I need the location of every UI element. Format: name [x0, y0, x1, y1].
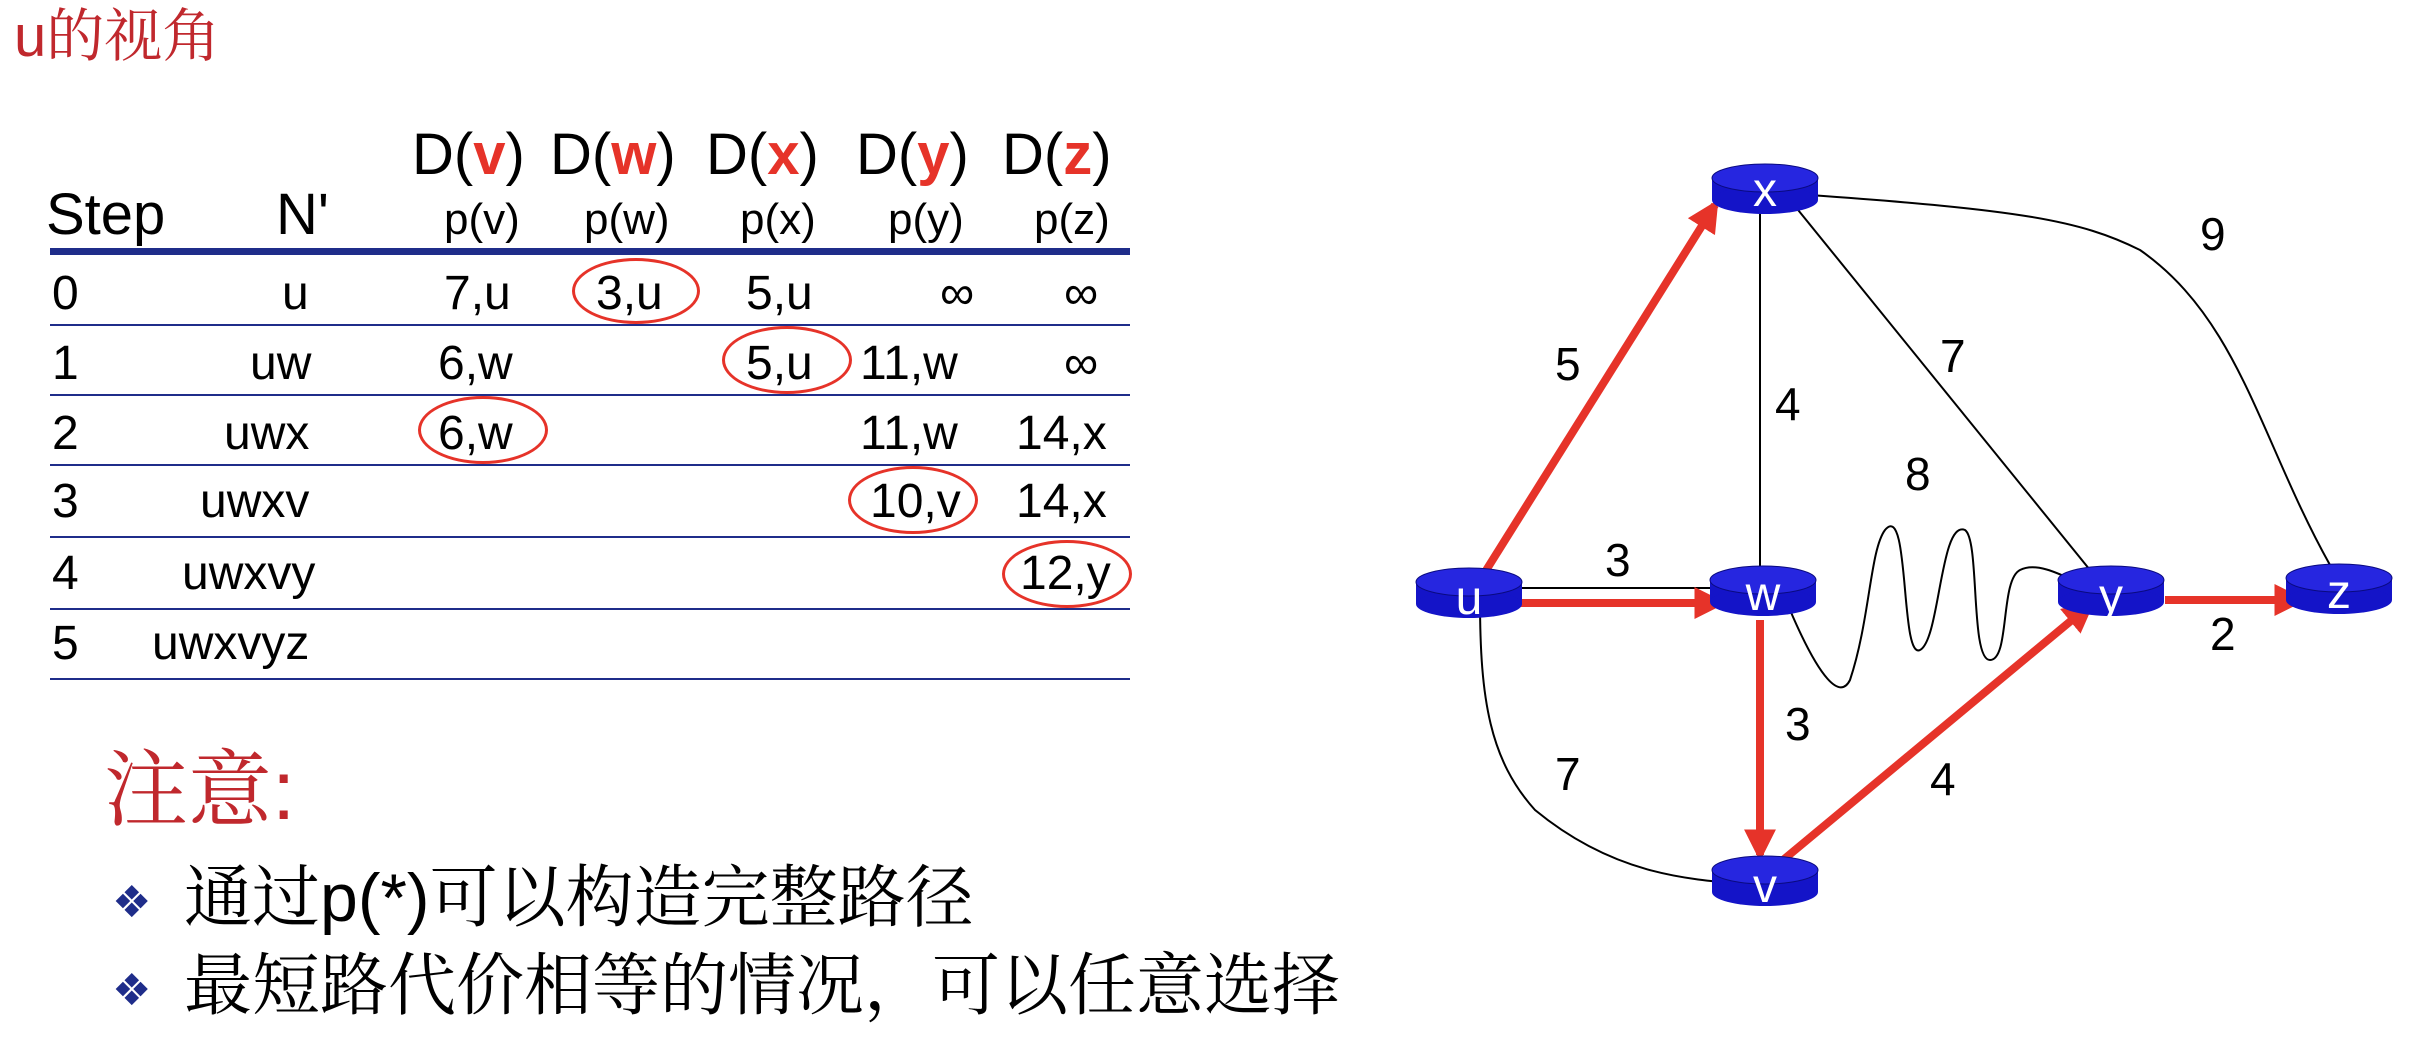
header-pz: p(z)	[1034, 195, 1110, 244]
notes-heading: 注意:	[104, 743, 296, 837]
weight-x-y: 7	[1940, 330, 1966, 382]
node-w	[1710, 566, 1816, 621]
row-divider	[50, 608, 1130, 610]
row1-dx: 5,u	[746, 337, 813, 390]
edge-w-y-wavy	[1790, 526, 2095, 687]
selected-ring-row0	[572, 258, 700, 324]
header-pv: p(v)	[444, 195, 520, 244]
header-dx: D(x)	[706, 122, 819, 187]
row3-step: 3	[52, 475, 79, 528]
header-nprime: N'	[276, 182, 329, 247]
row5-step: 5	[52, 617, 79, 670]
node-x	[1712, 164, 1818, 217]
row0-nprime: u	[282, 267, 309, 320]
row-divider	[50, 536, 1130, 538]
row3-nprime: uwxv	[200, 475, 310, 528]
weight-u-w: 3	[1605, 534, 1631, 586]
weight-x-z: 9	[2200, 208, 2226, 260]
header-dy: D(y)	[856, 122, 969, 187]
note-item: ❖ 通过p(*)可以构造完整路径	[112, 860, 974, 936]
selected-ring-row4	[1002, 540, 1132, 608]
weight-u-v: 7	[1555, 748, 1581, 800]
row4-step: 4	[52, 547, 79, 600]
row0-dv: 7,u	[444, 267, 511, 320]
svg-text:u: u	[1455, 572, 1483, 625]
header-px: p(x)	[740, 195, 816, 244]
page-title: u的视角	[14, 4, 221, 69]
tree-edge-u-x	[1480, 205, 1715, 580]
row-divider	[50, 324, 1130, 326]
weight-w-v: 3	[1785, 698, 1811, 750]
svg-text:v: v	[1753, 860, 1777, 913]
diamond-bullet-icon: ❖	[112, 966, 152, 1016]
row4-dz: 12,y	[1020, 547, 1111, 600]
svg-text:z: z	[2327, 566, 2351, 619]
svg-text:w: w	[1745, 568, 1781, 621]
selected-ring-row2	[418, 396, 548, 464]
header-divider	[50, 248, 1130, 255]
row-divider	[50, 394, 1130, 396]
row-divider	[50, 678, 1130, 680]
edge-u-v	[1480, 600, 1760, 885]
weight-x-w: 4	[1775, 378, 1801, 430]
header-dv: D(v)	[412, 122, 525, 187]
row0-step: 0	[52, 267, 79, 320]
diamond-bullet-icon: ❖	[112, 878, 152, 928]
node-v	[1712, 856, 1818, 913]
header-dw: D(w)	[550, 122, 676, 187]
svg-text:y: y	[2099, 570, 2123, 623]
row2-dv: 6,w	[438, 407, 513, 460]
row1-nprime: uw	[250, 337, 312, 390]
row0-dx: 5,u	[746, 267, 813, 320]
row0-dy: ∞	[940, 267, 975, 320]
row2-dz: 14,x	[1016, 407, 1107, 460]
row5-nprime: uwxvyz	[152, 617, 310, 670]
row1-step: 1	[52, 337, 79, 390]
row3-dz: 14,x	[1016, 475, 1107, 528]
note-item: ❖ 最短路代价相等的情况，可以任意选择	[112, 948, 1341, 1024]
header-step: Step	[46, 182, 166, 247]
header-pw: p(w)	[584, 195, 670, 244]
weight-y-z: 2	[2210, 608, 2236, 660]
row2-dy: 11,w	[860, 407, 958, 460]
edge-x-z	[1810, 195, 2330, 565]
row1-dy: 11,w	[860, 337, 958, 390]
row1-dz: ∞	[1064, 337, 1099, 390]
dijkstra-table	[0, 0, 1160, 700]
svg-text:x: x	[1753, 164, 1777, 217]
selected-ring-row3	[848, 466, 978, 534]
row4-nprime: uwxvy	[182, 547, 316, 600]
row0-dw: 3,u	[596, 267, 663, 320]
row3-dy: 10,v	[870, 475, 961, 528]
edge-x-y	[1790, 200, 2090, 570]
row0-dz: ∞	[1064, 267, 1099, 320]
weight-u-x: 5	[1555, 338, 1581, 390]
row2-nprime: uwx	[224, 407, 310, 460]
selected-ring-row1	[722, 326, 852, 394]
network-graph	[1380, 140, 2400, 920]
header-dz: D(z)	[1002, 122, 1112, 187]
tree-edge-v-y	[1765, 605, 2090, 875]
row1-dv: 6,w	[438, 337, 513, 390]
node-z	[2286, 564, 2392, 619]
weight-w-y: 8	[1905, 448, 1931, 500]
weight-v-y: 4	[1930, 753, 1956, 805]
node-u	[1416, 568, 1522, 625]
row2-step: 2	[52, 407, 79, 460]
row-divider	[50, 464, 1130, 466]
header-py: p(y)	[888, 195, 964, 244]
